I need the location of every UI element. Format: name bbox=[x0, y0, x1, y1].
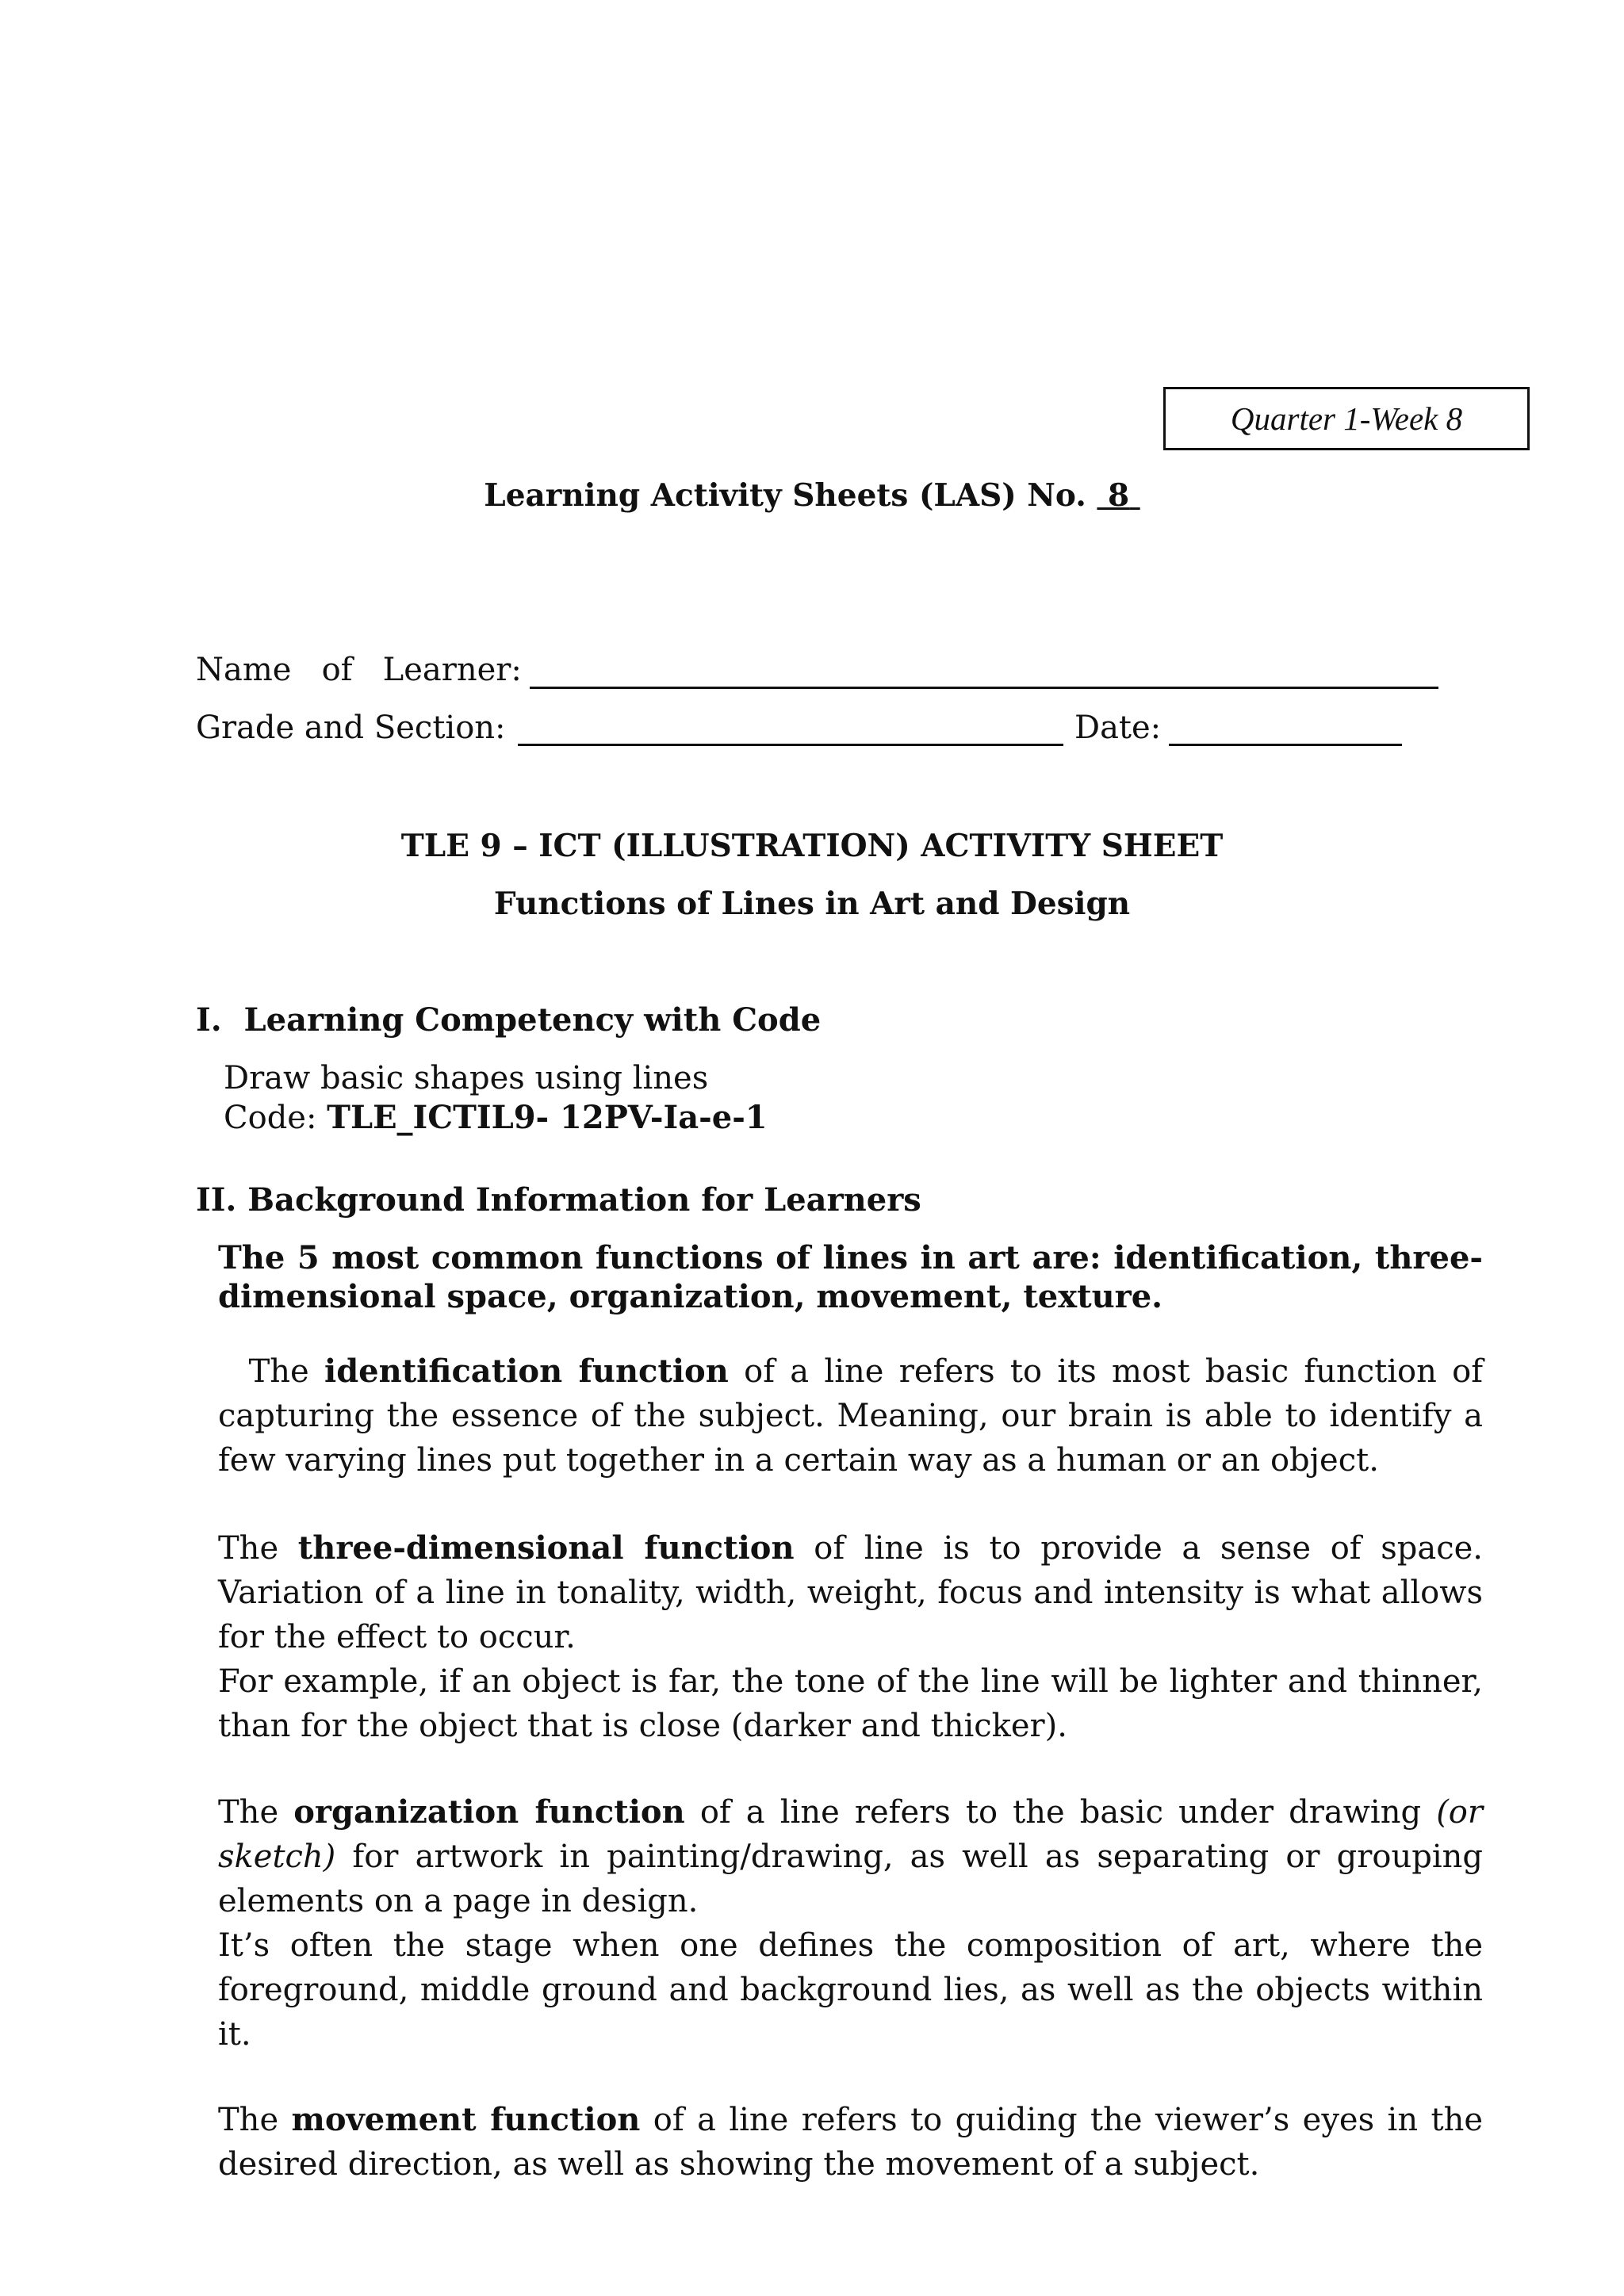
date-label: Date: bbox=[1074, 710, 1162, 746]
section-2-heading: II. Background Information for Learners bbox=[196, 1181, 921, 1219]
topic-title: Functions of Lines in Art and Design bbox=[493, 886, 1131, 922]
quarter-week-box bbox=[1163, 387, 1530, 450]
organization-term: organization function bbox=[293, 1793, 685, 1831]
competency-code bbox=[224, 1099, 768, 1136]
organization-italic: (or sketch) bbox=[218, 1794, 1483, 1875]
competency-text: Draw basic shapes using lines bbox=[224, 1060, 709, 1096]
three-dimensional-paragraph: The three-dimensional function of line is to provide a sense of space. Variation of a line in tonality, width, weight, focus and intensity is what allows for the effect to occur. For example, if an object is far, the tone of the line will be lighter and thinner, than for the object that is close (darker and thicker). bbox=[218, 1526, 1483, 1748]
las-title bbox=[0, 477, 1624, 514]
identification-paragraph: The identification function of a line refers to its most basic function of capturing the essence of the subject. Meaning, our brain is able to identify a few varying lines put together in a certain way as a human or an object. bbox=[218, 1353, 1484, 1479]
las-number: 8 bbox=[1108, 477, 1130, 514]
organization-extra: It’s often the stage when one defines the composition of art, where the foreground, middle ground and background lies, as well as the objects within it. bbox=[218, 1927, 1483, 2053]
name-of-learner-blank[interactable] bbox=[530, 687, 1438, 689]
three-dimensional-term: three-dimensional function bbox=[297, 1529, 795, 1567]
las-title-prefix: Learning Activity Sheets (LAS) No. bbox=[484, 477, 1086, 514]
organization-paragraph: The organization function of a line refers to the basic under drawing (or sketch) for artwork in painting/drawing, as well as separating or grouping elements on a page in design. It’s often the stage when one defines the composition of art, where the foreground, middle ground and background lies, as well as the objects within it. bbox=[218, 1790, 1483, 2057]
quarter-week-label: Quarter 1-Week 8 bbox=[1230, 400, 1463, 437]
sheet-title: TLE 9 – ICT (ILLUSTRATION) ACTIVITY SHEET bbox=[400, 828, 1224, 864]
identification-term: identification function bbox=[324, 1353, 729, 1390]
grade-section-label: Grade and Section: bbox=[196, 710, 506, 746]
code-value: TLE_ICTIL9- 12PV-Ia-e-1 bbox=[327, 1099, 768, 1136]
date-blank[interactable] bbox=[1169, 744, 1402, 746]
three-dimensional-example: For example, if an object is far, the tone of the line will be lighter and thinner, than for the object that is close (darker and thicker). bbox=[218, 1663, 1483, 1744]
movement-term: movement function bbox=[291, 2101, 641, 2138]
name-of-learner-label: Name of Learner: bbox=[196, 652, 522, 688]
code-label: Code: bbox=[224, 1100, 317, 1136]
functions-intro: The 5 most common functions of lines in art are: identification, three-dimensional space, organization, movement, texture. bbox=[218, 1239, 1483, 1315]
movement-paragraph: The movement function of a line refers to guiding the viewer’s eyes in the desired direction, as well as showing the movement of a subject. bbox=[218, 2101, 1484, 2183]
section-1-heading: I. Learning Competency with Code bbox=[196, 1001, 822, 1039]
grade-section-blank[interactable] bbox=[518, 744, 1063, 746]
